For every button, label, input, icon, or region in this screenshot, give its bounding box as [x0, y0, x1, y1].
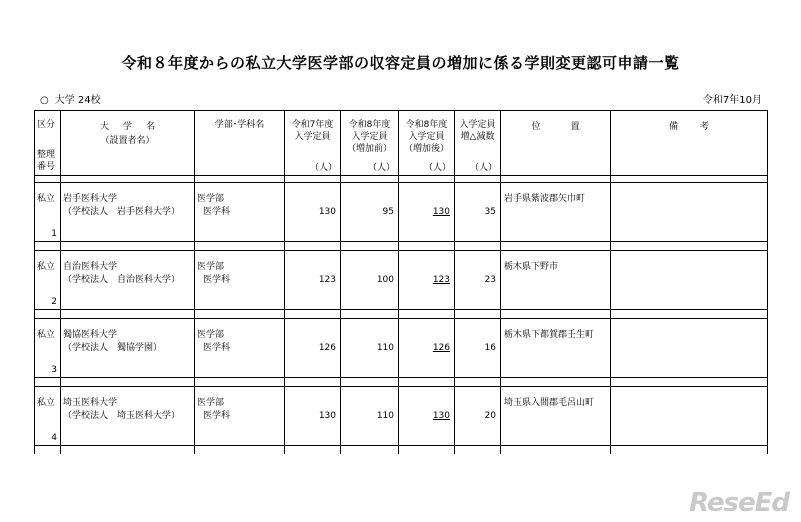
row-cap7: 130 [318, 207, 336, 217]
row-dept: 医学科 [203, 207, 231, 217]
row-corp: （学校法人 獨協学園） [63, 343, 163, 353]
row-category: 私立 [37, 262, 56, 272]
row-location: 岩手県紫波郡矢巾町 [504, 194, 586, 204]
row-corp: （学校法人 埼玉医科大学） [63, 411, 181, 421]
row-cap8-before: 100 [376, 275, 394, 285]
row-category: 私立 [37, 330, 56, 340]
row-dept: 医学科 [203, 343, 231, 353]
circle-marker-icon: ○ [40, 95, 49, 106]
header-kubun: 区分 整理 番号 [35, 111, 61, 176]
row-number: 2 [51, 297, 57, 307]
row-number: 4 [51, 433, 57, 443]
row-corp: （学校法人 自治医科大学） [63, 275, 181, 285]
row-cap8-after: 130 [432, 207, 450, 217]
summary-label: 大学 24校 [54, 95, 101, 106]
table-row [35, 183, 768, 242]
summary-line [40, 91, 101, 106]
header-cap8-after: 令和8年度 入学定員 （増加後） （人） [399, 111, 455, 176]
row-diff: 23 [484, 275, 496, 285]
header-cap8-before: 令和8年度 入学定員 （増加前） （人） [341, 111, 399, 176]
row-cap8-before: 95 [382, 207, 394, 217]
row-dept: 医学科 [203, 275, 231, 285]
row-diff: 20 [484, 411, 496, 421]
table-row [35, 251, 768, 310]
page-title: 令和８年度からの私立大学医学部の収容定員の増加に係る学則変更認可申請一覧 [121, 54, 680, 72]
row-corp: （学校法人 岩手医科大学） [63, 207, 181, 217]
row-cap8-before: 110 [376, 411, 394, 421]
row-cap8-after: 130 [432, 411, 450, 421]
row-location: 埼玉県入間郡毛呂山町 [504, 398, 595, 408]
row-cap7: 123 [318, 275, 336, 285]
row-cap8-after: 123 [432, 275, 450, 285]
header-row [35, 111, 768, 176]
row-faculty: 医学部 [197, 262, 225, 272]
row-cap8-before: 110 [376, 343, 394, 353]
watermark-logo: ReseEd [689, 488, 789, 518]
row-location: 栃木県下都賀郡壬生町 [504, 330, 595, 340]
application-table [34, 110, 768, 454]
row-univ: 岩手医科大学 [63, 194, 118, 204]
row-category: 私立 [37, 194, 56, 204]
row-univ: 獨協医科大学 [63, 330, 118, 340]
document-date: 令和7年10月 [702, 95, 762, 106]
header-diff: 入学定員 増△減数 （人） [455, 111, 501, 176]
row-diff: 35 [484, 207, 496, 217]
row-faculty: 医学部 [197, 194, 225, 204]
row-dept: 医学科 [203, 411, 231, 421]
header-cap7: 令和7年度 入学定員 （人） [285, 111, 341, 176]
row-category: 私立 [37, 398, 56, 408]
row-faculty: 医学部 [197, 398, 225, 408]
header-notes: 備考 [611, 111, 768, 176]
row-number: 1 [51, 229, 57, 239]
table-row [35, 387, 768, 446]
row-univ: 埼玉医科大学 [63, 398, 118, 408]
row-number: 3 [51, 365, 57, 375]
table-row [35, 319, 768, 378]
row-cap7: 130 [318, 411, 336, 421]
header-univ-name: 大学名 （設置者名） [61, 111, 195, 176]
row-cap8-after: 126 [432, 343, 450, 353]
row-diff: 16 [484, 343, 496, 353]
row-cap7: 126 [318, 343, 336, 353]
header-faculty: 学部･学科名 [195, 111, 285, 176]
row-location: 栃木県下野市 [504, 262, 559, 272]
row-faculty: 医学部 [197, 330, 225, 340]
header-location: 位置 [501, 111, 611, 176]
row-univ: 自治医科大学 [63, 262, 118, 272]
